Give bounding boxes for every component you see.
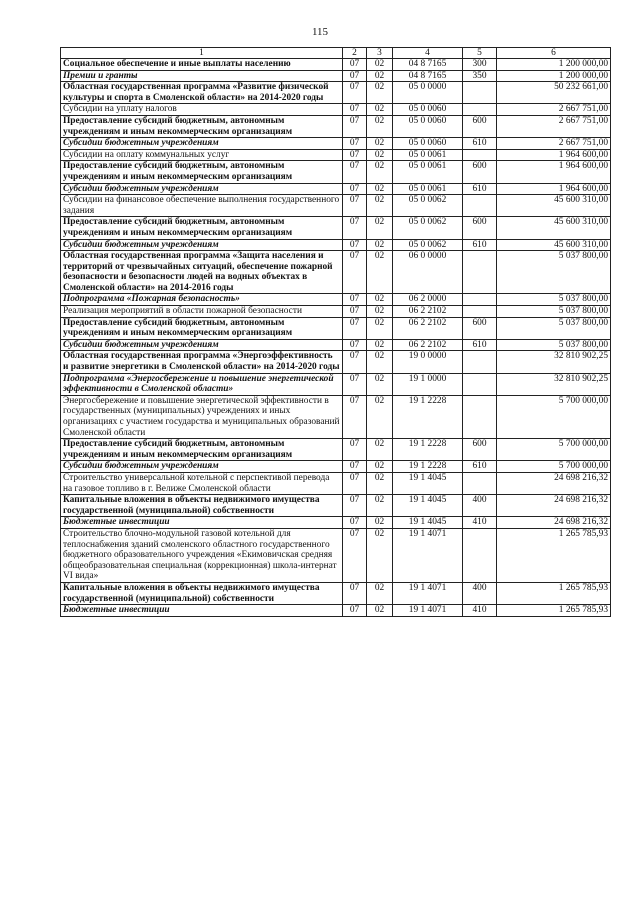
row-target-code: 04 8 7165 bbox=[393, 70, 463, 82]
row-amount: 2 667 751,00 bbox=[497, 104, 611, 116]
row-subsection: 02 bbox=[367, 605, 393, 617]
row-expense-type: 300 bbox=[463, 59, 497, 71]
row-subsection: 02 bbox=[367, 395, 393, 438]
row-target-code: 05 0 0061 bbox=[393, 183, 463, 195]
row-name: Предоставление субсидий бюджетным, автономным учреждениям и иным некоммерческим организациям bbox=[61, 317, 343, 339]
row-section: 07 bbox=[343, 149, 367, 161]
row-expense-type bbox=[463, 472, 497, 494]
row-subsection: 02 bbox=[367, 195, 393, 217]
row-name: Социальное обеспечение и иные выплаты населению bbox=[61, 59, 343, 71]
row-section: 07 bbox=[343, 339, 367, 351]
row-amount: 1 265 785,93 bbox=[497, 528, 611, 582]
table-row bbox=[61, 395, 611, 438]
row-subsection: 02 bbox=[367, 306, 393, 318]
row-name: Субсидии на финансовое обеспечение выполнения государственного задания bbox=[61, 195, 343, 217]
row-target-code: 05 0 0060 bbox=[393, 138, 463, 150]
table-row bbox=[61, 472, 611, 494]
row-section: 07 bbox=[343, 294, 367, 306]
row-name: Подпрограмма «Энергосбережение и повышение энергетической эффективности в Смоленской области» bbox=[61, 373, 343, 395]
row-amount: 5 037 800,00 bbox=[497, 294, 611, 306]
row-name: Субсидии бюджетным учреждениям bbox=[61, 239, 343, 251]
table-row bbox=[61, 82, 611, 104]
row-section: 07 bbox=[343, 461, 367, 473]
row-section: 07 bbox=[343, 115, 367, 137]
row-target-code: 05 0 0062 bbox=[393, 217, 463, 239]
row-subsection: 02 bbox=[367, 183, 393, 195]
row-expense-type: 610 bbox=[463, 183, 497, 195]
row-name: Бюджетные инвестиции bbox=[61, 605, 343, 617]
row-section: 07 bbox=[343, 217, 367, 239]
row-section: 07 bbox=[343, 582, 367, 604]
row-expense-type bbox=[463, 306, 497, 318]
row-expense-type: 600 bbox=[463, 217, 497, 239]
row-section: 07 bbox=[343, 195, 367, 217]
row-subsection: 02 bbox=[367, 217, 393, 239]
table-row bbox=[61, 582, 611, 604]
table-row bbox=[61, 317, 611, 339]
row-target-code: 19 1 4071 bbox=[393, 528, 463, 582]
row-subsection: 02 bbox=[367, 115, 393, 137]
row-name: Бюджетные инвестиции bbox=[61, 517, 343, 529]
row-subsection: 02 bbox=[367, 70, 393, 82]
header-cell: 2 bbox=[343, 48, 367, 59]
budget-table bbox=[60, 47, 611, 617]
row-target-code: 04 8 7165 bbox=[393, 59, 463, 71]
row-amount: 1 964 600,00 bbox=[497, 161, 611, 183]
row-section: 07 bbox=[343, 517, 367, 529]
row-section: 07 bbox=[343, 239, 367, 251]
row-subsection: 02 bbox=[367, 138, 393, 150]
row-target-code: 19 1 4045 bbox=[393, 517, 463, 529]
row-name: Строительство блочно-модульной газовой котельной для теплоснабжения зданий смоленского областного государственного бюджетного образовательного учреждения «Екимовичская средняя общеобразовательная специальная (коррекционная) школа-интернат VI вида» bbox=[61, 528, 343, 582]
row-section: 07 bbox=[343, 351, 367, 373]
row-amount: 24 698 216,32 bbox=[497, 517, 611, 529]
table-row bbox=[61, 251, 611, 294]
table-row bbox=[61, 59, 611, 71]
row-target-code: 05 0 0062 bbox=[393, 195, 463, 217]
row-subsection: 02 bbox=[367, 373, 393, 395]
row-expense-type: 600 bbox=[463, 161, 497, 183]
row-target-code: 19 1 4071 bbox=[393, 605, 463, 617]
row-subsection: 02 bbox=[367, 495, 393, 517]
table-row bbox=[61, 149, 611, 161]
row-subsection: 02 bbox=[367, 104, 393, 116]
row-expense-type bbox=[463, 149, 497, 161]
row-target-code: 05 0 0060 bbox=[393, 115, 463, 137]
row-amount: 1 265 785,93 bbox=[497, 582, 611, 604]
row-section: 07 bbox=[343, 439, 367, 461]
row-name: Реализация мероприятий в области пожарной безопасности bbox=[61, 306, 343, 318]
row-name: Субсидии на уплату налогов bbox=[61, 104, 343, 116]
row-name: Областная государственная программа «Защита населения и территорий от чрезвычайных ситуаций, обеспечение пожарной безопасности и безопасности людей на водных объектах в Смоленской области» на 2014-2016 годы bbox=[61, 251, 343, 294]
row-name: Предоставление субсидий бюджетным, автономным учреждениям и иным некоммерческим организациям bbox=[61, 217, 343, 239]
header-cell: 1 bbox=[61, 48, 343, 59]
row-amount: 5 700 000,00 bbox=[497, 461, 611, 473]
row-expense-type: 610 bbox=[463, 461, 497, 473]
table-row bbox=[61, 183, 611, 195]
row-target-code: 19 1 4045 bbox=[393, 495, 463, 517]
row-expense-type bbox=[463, 373, 497, 395]
row-target-code: 19 1 2228 bbox=[393, 395, 463, 438]
row-target-code: 05 0 0060 bbox=[393, 104, 463, 116]
row-name: Субсидии бюджетным учреждениям bbox=[61, 339, 343, 351]
row-section: 07 bbox=[343, 59, 367, 71]
row-subsection: 02 bbox=[367, 239, 393, 251]
table-row bbox=[61, 351, 611, 373]
row-subsection: 02 bbox=[367, 582, 393, 604]
row-name: Субсидии бюджетным учреждениям bbox=[61, 183, 343, 195]
table-row bbox=[61, 217, 611, 239]
row-expense-type: 410 bbox=[463, 605, 497, 617]
page-number: 115 bbox=[311, 26, 329, 38]
row-expense-type: 610 bbox=[463, 239, 497, 251]
row-amount: 5 037 800,00 bbox=[497, 306, 611, 318]
row-name: Строительство универсальной котельной с перспективой перевода на газовое топливо в г. Велиже Смоленской области bbox=[61, 472, 343, 494]
row-section: 07 bbox=[343, 161, 367, 183]
row-section: 07 bbox=[343, 70, 367, 82]
row-section: 07 bbox=[343, 373, 367, 395]
row-amount: 5 700 000,00 bbox=[497, 439, 611, 461]
row-subsection: 02 bbox=[367, 59, 393, 71]
row-expense-type bbox=[463, 395, 497, 438]
table-row bbox=[61, 306, 611, 318]
row-target-code: 19 1 2228 bbox=[393, 461, 463, 473]
row-subsection: 02 bbox=[367, 317, 393, 339]
row-name: Областная государственная программа «Энергоэффективность и развитие энергетики в Смоленской области» на 2014-2020 годы bbox=[61, 351, 343, 373]
header-cell: 6 bbox=[497, 48, 611, 59]
row-name: Капитальные вложения в объекты недвижимого имущества государственной (муниципальной) собственности bbox=[61, 495, 343, 517]
row-name: Подпрограмма «Пожарная безопасность» bbox=[61, 294, 343, 306]
row-amount: 5 037 800,00 bbox=[497, 251, 611, 294]
row-target-code: 06 2 2102 bbox=[393, 306, 463, 318]
row-target-code: 05 0 0061 bbox=[393, 149, 463, 161]
row-section: 07 bbox=[343, 317, 367, 339]
row-target-code: 05 0 0000 bbox=[393, 82, 463, 104]
row-target-code: 06 2 2102 bbox=[393, 317, 463, 339]
row-subsection: 02 bbox=[367, 528, 393, 582]
row-subsection: 02 bbox=[367, 294, 393, 306]
row-expense-type bbox=[463, 251, 497, 294]
row-subsection: 02 bbox=[367, 82, 393, 104]
table-row bbox=[61, 115, 611, 137]
header-cell: 3 bbox=[367, 48, 393, 59]
row-subsection: 02 bbox=[367, 351, 393, 373]
row-target-code: 06 2 0000 bbox=[393, 294, 463, 306]
row-expense-type: 600 bbox=[463, 115, 497, 137]
table-row bbox=[61, 195, 611, 217]
row-expense-type: 610 bbox=[463, 339, 497, 351]
table-row bbox=[61, 294, 611, 306]
table-row bbox=[61, 528, 611, 582]
row-amount: 50 232 661,00 bbox=[497, 82, 611, 104]
row-expense-type bbox=[463, 104, 497, 116]
row-name: Энергосбережение и повышение энергетической эффективности в государственных (муниципальных) учреждениях и иных организациях с участием государства и муниципальных образований Смоленской области bbox=[61, 395, 343, 438]
row-expense-type: 410 bbox=[463, 517, 497, 529]
row-amount: 1 964 600,00 bbox=[497, 183, 611, 195]
row-expense-type: 600 bbox=[463, 439, 497, 461]
row-name: Субсидии на оплату коммунальных услуг bbox=[61, 149, 343, 161]
row-section: 07 bbox=[343, 138, 367, 150]
row-section: 07 bbox=[343, 82, 367, 104]
row-amount: 45 600 310,00 bbox=[497, 195, 611, 217]
table-row bbox=[61, 138, 611, 150]
table-row bbox=[61, 605, 611, 617]
header-cell: 5 bbox=[463, 48, 497, 59]
row-amount: 5 037 800,00 bbox=[497, 339, 611, 351]
row-amount: 2 667 751,00 bbox=[497, 115, 611, 137]
row-subsection: 02 bbox=[367, 461, 393, 473]
row-section: 07 bbox=[343, 395, 367, 438]
table-row bbox=[61, 439, 611, 461]
row-name: Капитальные вложения в объекты недвижимого имущества государственной (муниципальной) собственности bbox=[61, 582, 343, 604]
row-target-code: 19 1 2228 bbox=[393, 439, 463, 461]
row-amount: 32 810 902,25 bbox=[497, 373, 611, 395]
table-header-row bbox=[61, 48, 611, 59]
row-target-code: 19 0 0000 bbox=[393, 351, 463, 373]
row-amount: 45 600 310,00 bbox=[497, 217, 611, 239]
table-row bbox=[61, 339, 611, 351]
row-target-code: 19 1 4045 bbox=[393, 472, 463, 494]
row-name: Областная государственная программа «Развитие физической культуры и спорта в Смоленской области» на 2014-2020 годы bbox=[61, 82, 343, 104]
row-amount: 1 200 000,00 bbox=[497, 59, 611, 71]
row-subsection: 02 bbox=[367, 161, 393, 183]
row-target-code: 19 1 4071 bbox=[393, 582, 463, 604]
row-name: Предоставление субсидий бюджетным, автономным учреждениям и иным некоммерческим организациям bbox=[61, 115, 343, 137]
row-expense-type bbox=[463, 82, 497, 104]
row-name: Предоставление субсидий бюджетным, автономным учреждениям и иным некоммерческим организациям bbox=[61, 439, 343, 461]
row-amount: 1 964 600,00 bbox=[497, 149, 611, 161]
row-section: 07 bbox=[343, 251, 367, 294]
table-row bbox=[61, 70, 611, 82]
table-row bbox=[61, 161, 611, 183]
row-subsection: 02 bbox=[367, 149, 393, 161]
row-amount: 5 037 800,00 bbox=[497, 317, 611, 339]
row-subsection: 02 bbox=[367, 472, 393, 494]
row-amount: 45 600 310,00 bbox=[497, 239, 611, 251]
row-expense-type bbox=[463, 351, 497, 373]
row-subsection: 02 bbox=[367, 439, 393, 461]
table-row bbox=[61, 239, 611, 251]
row-expense-type: 400 bbox=[463, 582, 497, 604]
row-name: Субсидии бюджетным учреждениям bbox=[61, 461, 343, 473]
table-row bbox=[61, 461, 611, 473]
row-section: 07 bbox=[343, 605, 367, 617]
header-cell: 4 bbox=[393, 48, 463, 59]
row-target-code: 19 1 0000 bbox=[393, 373, 463, 395]
row-section: 07 bbox=[343, 472, 367, 494]
row-amount: 24 698 216,32 bbox=[497, 472, 611, 494]
row-amount: 1 265 785,93 bbox=[497, 605, 611, 617]
row-expense-type: 610 bbox=[463, 138, 497, 150]
table-row bbox=[61, 495, 611, 517]
row-target-code: 05 0 0062 bbox=[393, 239, 463, 251]
row-name: Субсидии бюджетным учреждениям bbox=[61, 138, 343, 150]
row-target-code: 06 0 0000 bbox=[393, 251, 463, 294]
row-target-code: 06 2 2102 bbox=[393, 339, 463, 351]
row-expense-type bbox=[463, 528, 497, 582]
row-expense-type: 600 bbox=[463, 317, 497, 339]
row-section: 07 bbox=[343, 306, 367, 318]
row-expense-type bbox=[463, 294, 497, 306]
row-amount: 24 698 216,32 bbox=[497, 495, 611, 517]
row-amount: 1 200 000,00 bbox=[497, 70, 611, 82]
row-expense-type: 400 bbox=[463, 495, 497, 517]
row-subsection: 02 bbox=[367, 339, 393, 351]
row-expense-type bbox=[463, 195, 497, 217]
table-row bbox=[61, 517, 611, 529]
row-name: Премии и гранты bbox=[61, 70, 343, 82]
table-row bbox=[61, 373, 611, 395]
row-amount: 32 810 902,25 bbox=[497, 351, 611, 373]
row-target-code: 05 0 0061 bbox=[393, 161, 463, 183]
table-row bbox=[61, 104, 611, 116]
row-subsection: 02 bbox=[367, 517, 393, 529]
row-name: Предоставление субсидий бюджетным, автономным учреждениям и иным некоммерческим организациям bbox=[61, 161, 343, 183]
row-amount: 5 700 000,00 bbox=[497, 395, 611, 438]
row-section: 07 bbox=[343, 104, 367, 116]
row-section: 07 bbox=[343, 183, 367, 195]
row-expense-type: 350 bbox=[463, 70, 497, 82]
row-subsection: 02 bbox=[367, 251, 393, 294]
row-amount: 2 667 751,00 bbox=[497, 138, 611, 150]
row-section: 07 bbox=[343, 495, 367, 517]
row-section: 07 bbox=[343, 528, 367, 582]
